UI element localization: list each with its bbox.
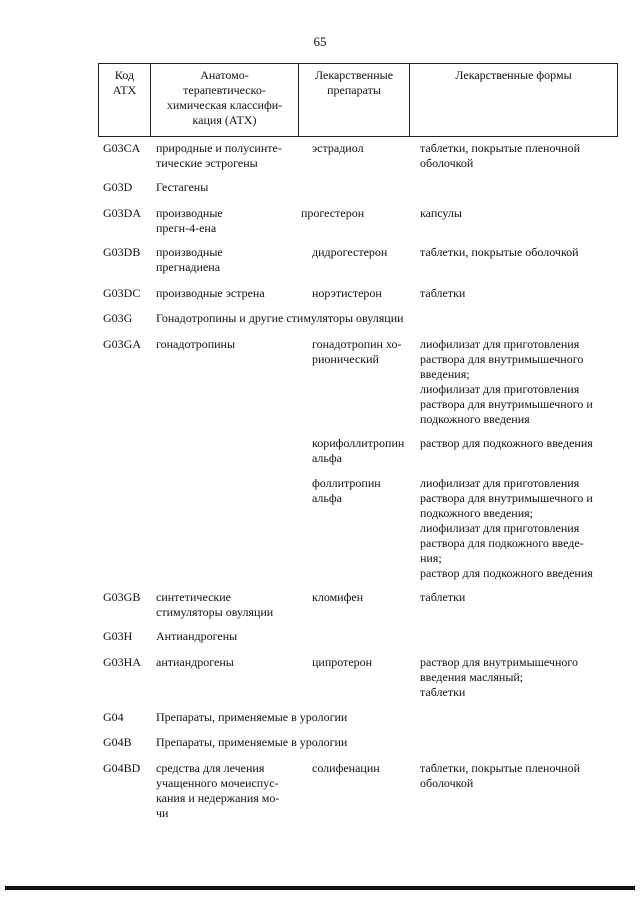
- table-header: [98, 63, 618, 137]
- row-drug: ципротерон: [312, 655, 373, 669]
- row-form: раствор для подкожного введения: [420, 436, 593, 450]
- row-drug: норэтистерон: [312, 286, 382, 300]
- row-classification: производные эстрена: [156, 286, 265, 300]
- row-form: капсулы: [420, 206, 462, 220]
- row-classification: антиандрогены: [156, 655, 234, 669]
- row-form: таблетки, покрытые оболочкой: [420, 245, 579, 259]
- row-code: G03DA: [103, 206, 141, 220]
- row-drug: эстрадиол: [312, 141, 364, 155]
- row-code: G03DC: [103, 286, 141, 300]
- row-form: лиофилизат для приготовления раствора для внутримышечного введения; лиофилизат для приготовления раствора для внутримышечного и подкожного введения: [420, 337, 593, 426]
- row-form: таблетки, покрытые пленочной оболочкой: [420, 761, 581, 790]
- row-code: G03DB: [103, 245, 141, 259]
- row-classification: Антиандрогены: [156, 629, 238, 643]
- row-classification: производные прегнадиена: [156, 245, 223, 274]
- header-classification: Анатомо- терапевтическо- химическая классифи- кация (АТХ): [151, 64, 299, 136]
- header-code: Код АТХ: [99, 64, 151, 136]
- row-code: G03GB: [103, 590, 141, 604]
- row-drug: фоллитропин альфа: [312, 476, 381, 505]
- row-classification: Гонадотропины и другие стимуляторы овуляции: [156, 311, 404, 325]
- row-drug: кломифен: [312, 590, 364, 604]
- row-classification: Гестагены: [156, 180, 209, 194]
- row-code: G04: [103, 710, 124, 724]
- row-drug: гонадотропин хо- рионический: [312, 337, 402, 366]
- bottom-divider: [5, 886, 635, 890]
- row-code: G04B: [103, 735, 132, 749]
- row-classification: природные и полусинте- тические эстрогены: [156, 141, 282, 170]
- header-drugs: Лекарственные препараты: [299, 64, 410, 136]
- row-code: G03CA: [103, 141, 141, 155]
- row-code: G03HA: [103, 655, 141, 669]
- row-classification: Препараты, применяемые в урологии: [156, 710, 348, 724]
- row-code: G03GA: [103, 337, 141, 351]
- row-code: G03H: [103, 629, 133, 643]
- row-form: лиофилизат для приготовления раствора для внутримышечного и подкожного введения; лиофилизат для приготовления раствора для подкожного введе- ния; раствор для подкожного введения: [420, 476, 593, 580]
- row-code: G03G: [103, 311, 133, 325]
- page-number: 65: [313, 34, 327, 49]
- row-drug: солифенацин: [312, 761, 380, 775]
- row-classification: производные прегн-4-ена: [156, 206, 223, 235]
- row-classification: гонадотропины: [156, 337, 236, 351]
- row-drug: прогестерон: [301, 206, 365, 220]
- row-drug: дидрогестерон: [312, 245, 388, 259]
- row-code: G04BD: [103, 761, 141, 775]
- row-classification: средства для лечения учащенного мочеиспус- кания и недержания мо- чи: [156, 761, 280, 820]
- row-form: раствор для внутримышечного введения масляный; таблетки: [420, 655, 578, 699]
- row-classification: Препараты, применяемые в урологии: [156, 735, 348, 749]
- row-code: G03D: [103, 180, 133, 194]
- header-forms: Лекарственные формы: [455, 68, 572, 82]
- row-drug: корифоллитропин альфа: [312, 436, 405, 465]
- row-form: таблетки, покрытые пленочной оболочкой: [420, 141, 581, 170]
- row-form: таблетки: [420, 590, 466, 604]
- row-form: таблетки: [420, 286, 466, 300]
- row-classification: синтетические стимуляторы овуляции: [156, 590, 274, 619]
